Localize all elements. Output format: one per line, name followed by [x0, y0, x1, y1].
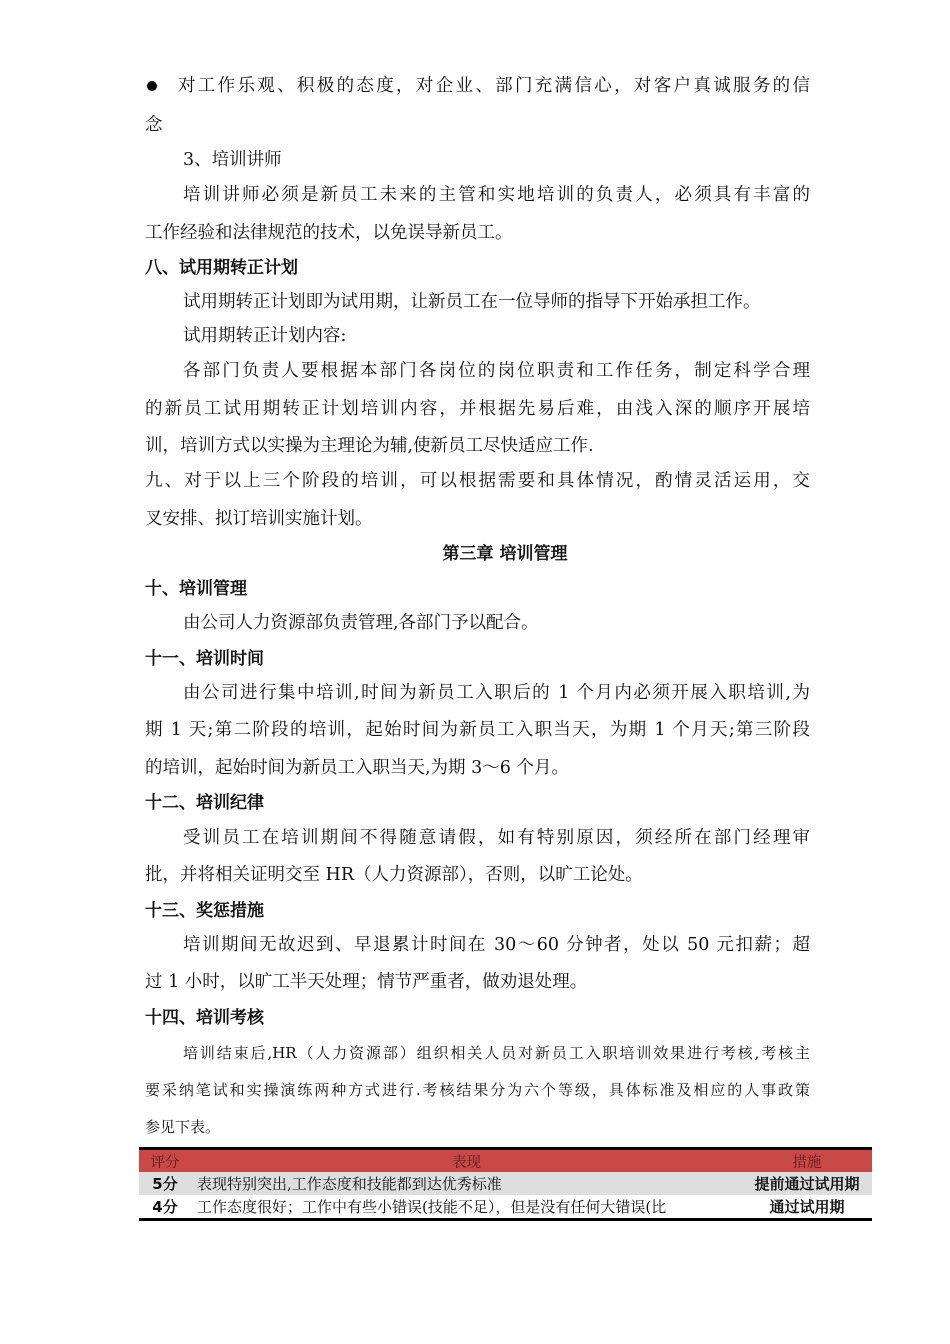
cell-performance: 表现特别突出,工作态度和技能都到达优秀标准	[197, 1175, 502, 1193]
trainer-paragraph-line2: 工作经验和法律规范的技术，以免误导新员工。	[145, 223, 513, 243]
bullet-text-line1: 对工作乐观、积极的态度，对企业、部门充满信心，对客户真诚服务的信	[178, 76, 810, 96]
section-10-heading: 十、培训管理	[145, 579, 247, 599]
trainer-paragraph-line1: 培训讲师必须是新员工未来的主管和实地培训的负责人，必须具有丰富的	[183, 185, 810, 205]
section-8-paragraph2: 试用期转正计划内容:	[183, 326, 347, 346]
section-8-heading: 八、试用期转正计划	[145, 258, 298, 278]
section-11-line1: 由公司进行集中培训,时间为新员工入职后的 1 个月内必须开展入职培训,为	[183, 683, 810, 703]
header-measure: 措施	[792, 1154, 822, 1171]
section-14-line1: 培训结束后,HR（人力资源部）组织相关人员对新员工入职培训效果进行考核,考核主	[183, 1044, 810, 1062]
chapter-3-title: 第三章 培训管理	[442, 544, 568, 564]
table-row	[139, 1195, 872, 1218]
section-13-line2: 过 1 小时，以旷工半天处理；情节严重者，做劝退处理。	[145, 972, 588, 992]
bullet-icon	[147, 81, 157, 91]
section-13-heading: 十三、奖惩措施	[145, 901, 264, 921]
section-11-line2: 期 1 天;第二阶段的培训，起始时间为新员工入职当天，为期 1 个月天;第三阶段	[145, 720, 810, 740]
bullet-text-line2: 念	[145, 115, 163, 135]
cell-measure: 通过试用期	[769, 1198, 845, 1216]
section-12-heading: 十二、培训纪律	[145, 793, 264, 813]
section-14-line2: 要采纳笔试和实操演练两种方式进行.考核结果分为六个等级，具体标准及相应的人事政策	[145, 1081, 810, 1099]
section-9-line1: 九、对于以上三个阶段的培训，可以根据需要和具体情况，酌情灵活运用，交	[145, 471, 810, 491]
header-score: 评分	[150, 1154, 180, 1171]
cell-measure: 提前通过试用期	[754, 1175, 860, 1193]
table-header-row	[139, 1150, 872, 1172]
cell-performance: 工作态度很好；工作中有些小错误(技能不足），但是没有任何大错误(比	[197, 1198, 667, 1216]
trainer-title: 3、培训讲师	[183, 150, 282, 170]
assessment-table	[139, 1147, 872, 1221]
section-12-line2: 批，并将相关证明交至 HR（人力资源部），否则，以旷工论处。	[145, 865, 643, 885]
section-13-line1: 培训期间无故迟到、早退累计时间在 30～60 分钟者，处以 50 元扣薪；超	[183, 935, 810, 955]
section-11-heading: 十一、培训时间	[145, 649, 264, 669]
section-8-paragraph3-line3: 训，培训方式以实操为主理论为辅,使新员工尽快适应工作.	[145, 436, 594, 456]
cell-score: 4分	[152, 1198, 178, 1216]
cell-score: 5分	[152, 1175, 178, 1193]
table-row	[139, 1172, 872, 1195]
header-performance: 表现	[452, 1154, 481, 1171]
section-12-line1: 受训员工在培训期间不得随意请假，如有特别原因，须经所在部门经理审	[183, 828, 810, 848]
section-8-paragraph3-line2: 的新员工试用期转正计划培训内容，并根据先易后难，由浅入深的顺序开展培	[145, 399, 810, 419]
section-14-heading: 十四、培训考核	[145, 1008, 264, 1028]
section-14-line3: 参见下表。	[145, 1118, 221, 1136]
section-11-line3: 的培训，起始时间为新员工入职当天,为期 3～6 个月。	[145, 758, 569, 778]
section-9-line2: 叉安排、拟订培训实施计划。	[145, 509, 373, 529]
section-10-paragraph: 由公司人力资源部负责管理,各部门予以配合。	[183, 613, 539, 633]
section-8-paragraph3-line1: 各部门负责人要根据本部门各岗位的岗位职责和工作任务，制定科学合理	[183, 361, 810, 381]
section-8-paragraph1: 试用期转正计划即为试用期，让新员工在一位导师的指导下开始承担工作。	[183, 292, 761, 312]
